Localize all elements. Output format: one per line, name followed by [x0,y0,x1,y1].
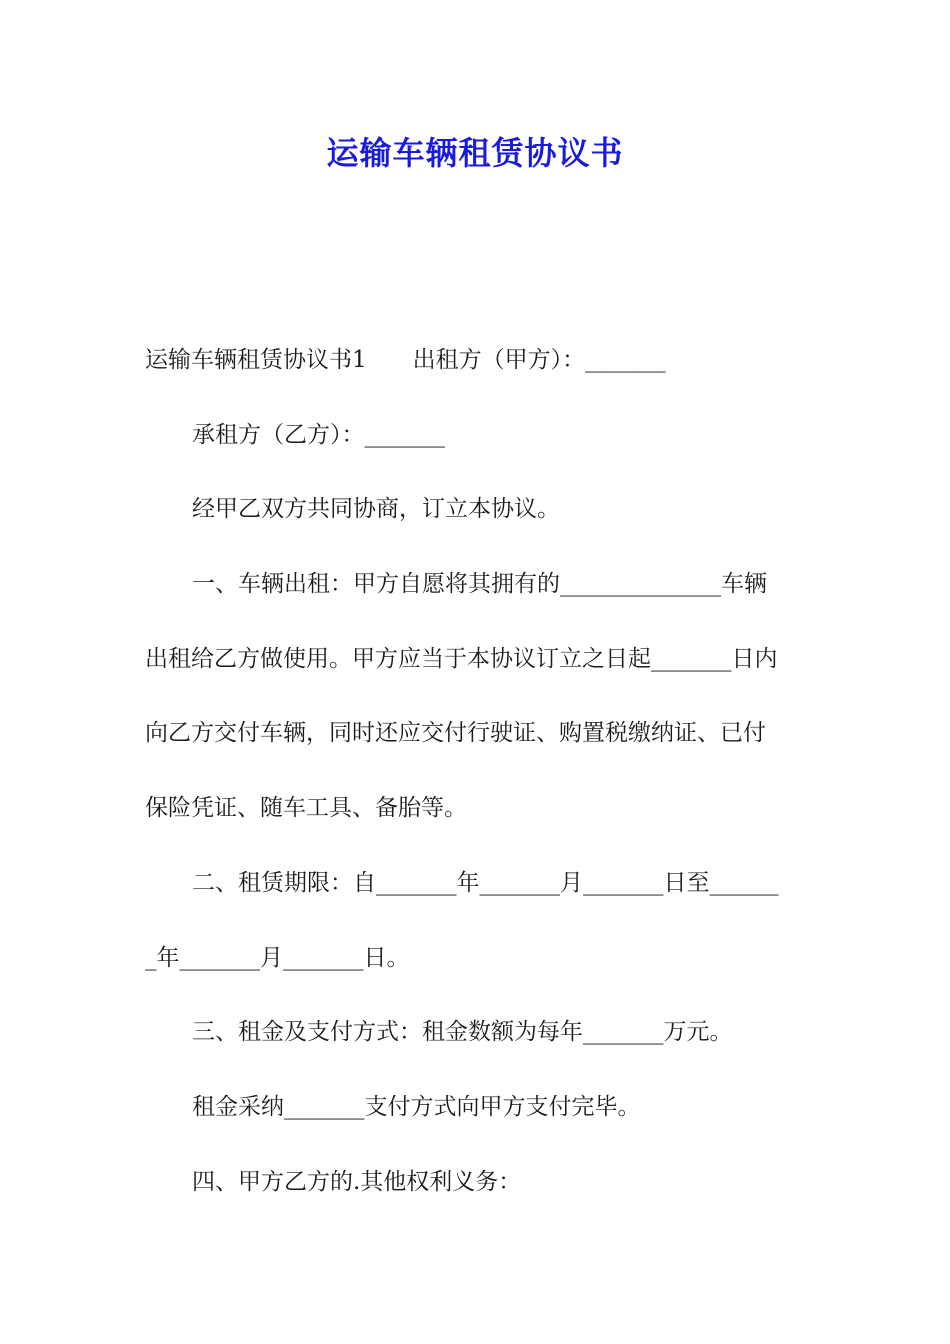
agreement-intro: 经甲乙双方共同协商，订立本协议。 [192,496,560,522]
clause-1-line-3: 向乙方交付车辆，同时还应交付行驶证、购置税缴纳证、已付 [145,720,766,746]
clause-1-line-4: 保险凭证、随车工具、备胎等。 [145,795,467,821]
clause-4-heading: 四、甲方乙方的.其他权利义务： [192,1169,522,1195]
clause-3-line-1: 三、租金及支付方式：租金数额为每年_______万元。 [192,1019,733,1045]
clause-3-line-2: 租金采纳_______支付方式向甲方支付完毕。 [192,1094,641,1120]
document-title: 运输车辆租赁协议书 [326,134,624,172]
clause-2-line-2: _年_______月_______日。 [145,945,410,971]
clause-1-line-2: 出租给乙方做使用。甲方应当于本协议订立之日起_______日内 [145,646,778,672]
parties-lessee-line: 承租方（乙方）：_______ [192,422,445,448]
parties-lessor-line: 运输车辆租赁协议书1 出租方（甲方）：_______ [145,347,666,373]
clause-1-line-1: 一、车辆出租：甲方自愿将其拥有的______________车辆 [192,571,767,597]
clause-2-line-1: 二、租赁期限：自_______年_______月_______日至______ [192,870,779,896]
